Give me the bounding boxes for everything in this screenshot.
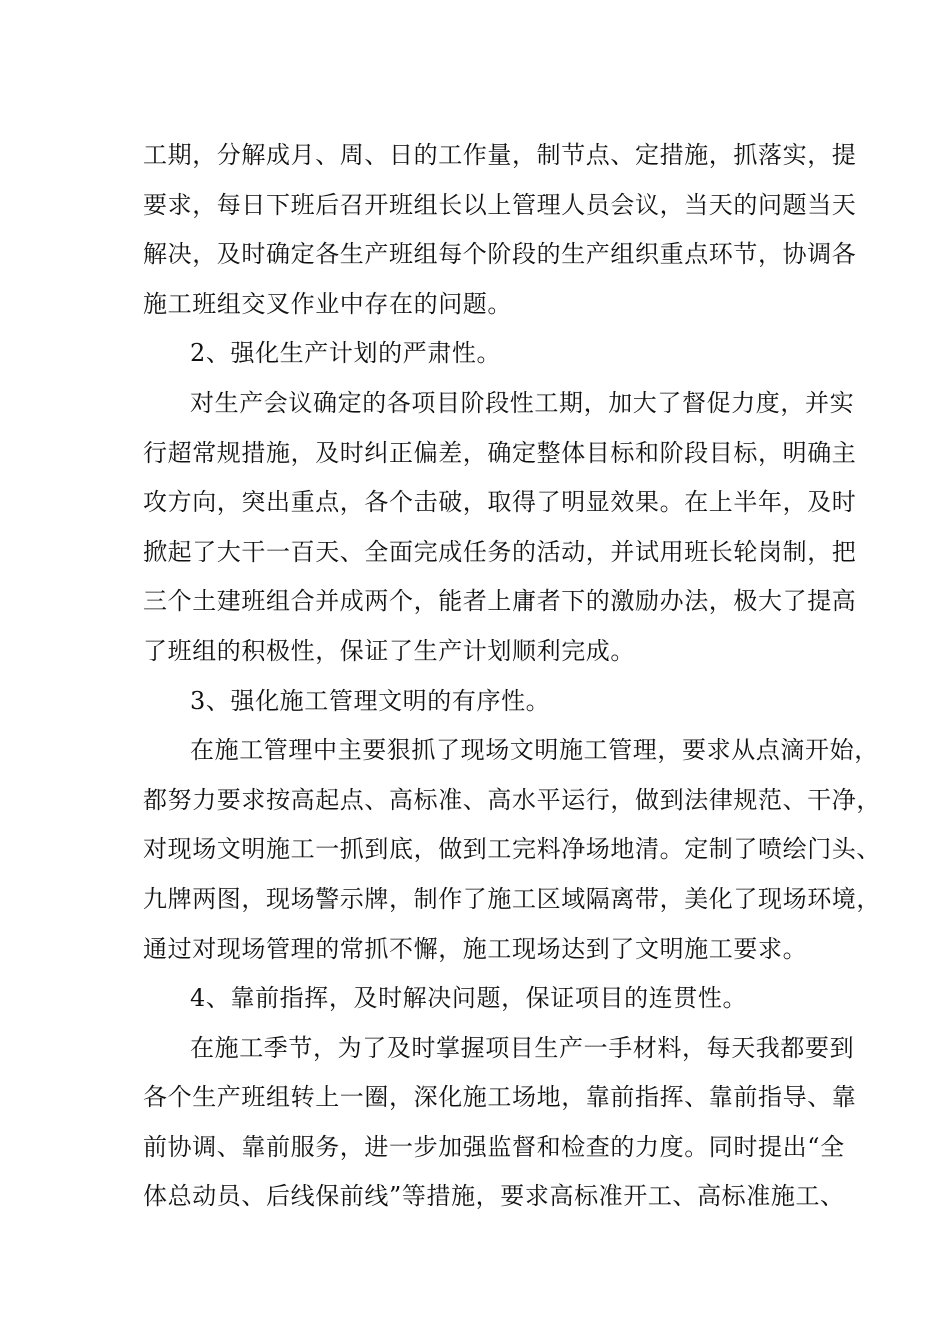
text-line: 通过对现场管理的常抓不懈，施工现场达到了文明施工要求。	[143, 934, 808, 963]
paragraph-start-line: 在施工管理中主要狠抓了现场文明施工管理，要求从点滴开始，	[190, 736, 879, 765]
text-line: 解决，及时确定各生产班组每个阶段的生产组织重点环节，协调各	[143, 240, 857, 269]
text-line: 攻方向，突出重点，各个击破，取得了明显效果。在上半年，及时	[143, 488, 857, 517]
document-body	[143, 131, 881, 1222]
text-line: 了班组的积极性，保证了生产计划顺利完成。	[143, 636, 635, 665]
text-line: 要求，每日下班后召开班组长以上管理人员会议，当天的问题当天	[143, 190, 857, 219]
text-line: 九牌两图，现场警示牌，制作了施工区域隔离带，美化了现场环境，	[143, 884, 881, 913]
text-line: 前协调、靠前服务，进一步加强监督和检查的力度。同时提出“全	[143, 1132, 845, 1161]
section-heading: 3、强化施工管理文明的有序性。	[190, 686, 551, 715]
text-line: 施工班组交叉作业中存在的问题。	[143, 289, 512, 318]
text-line: 工期，分解成月、周、日的工作量，制节点、定措施，抓落实，提	[143, 141, 857, 169]
text-line: 对现场文明施工一抓到底，做到工完料净场地清。定制了喷绘门头、	[143, 835, 881, 864]
paragraph-start-line: 对生产会议确定的各项目阶段性工期，加大了督促力度，并实	[190, 388, 855, 417]
text-line: 都努力要求按高起点、高标准、高水平运行，做到法律规范、干净，	[143, 785, 881, 814]
section-heading: 2、强化生产计划的严肃性。	[190, 339, 502, 368]
text-line: 行超常规措施，及时纠正偏差，确定整体目标和阶段目标，明确主	[143, 438, 857, 467]
text-line: 掀起了大干一百天、全面完成任务的活动，并试用班长轮岗制，把	[143, 537, 857, 566]
paragraph-start-line: 在施工季节，为了及时掌握项目生产一手材料，每天我都要到	[190, 1033, 855, 1062]
text-line: 体总动员、后线保前线”等措施，要求高标准开工、高标准施工、	[143, 1182, 845, 1211]
section-heading: 4、靠前指挥，及时解决问题，保证项目的连贯性。	[190, 984, 748, 1013]
text-line: 三个土建班组合并成两个，能者上庸者下的激励办法，极大了提高	[143, 587, 857, 616]
text-line: 各个生产班组转上一圈，深化施工场地，靠前指挥、靠前指导、靠	[143, 1083, 857, 1112]
